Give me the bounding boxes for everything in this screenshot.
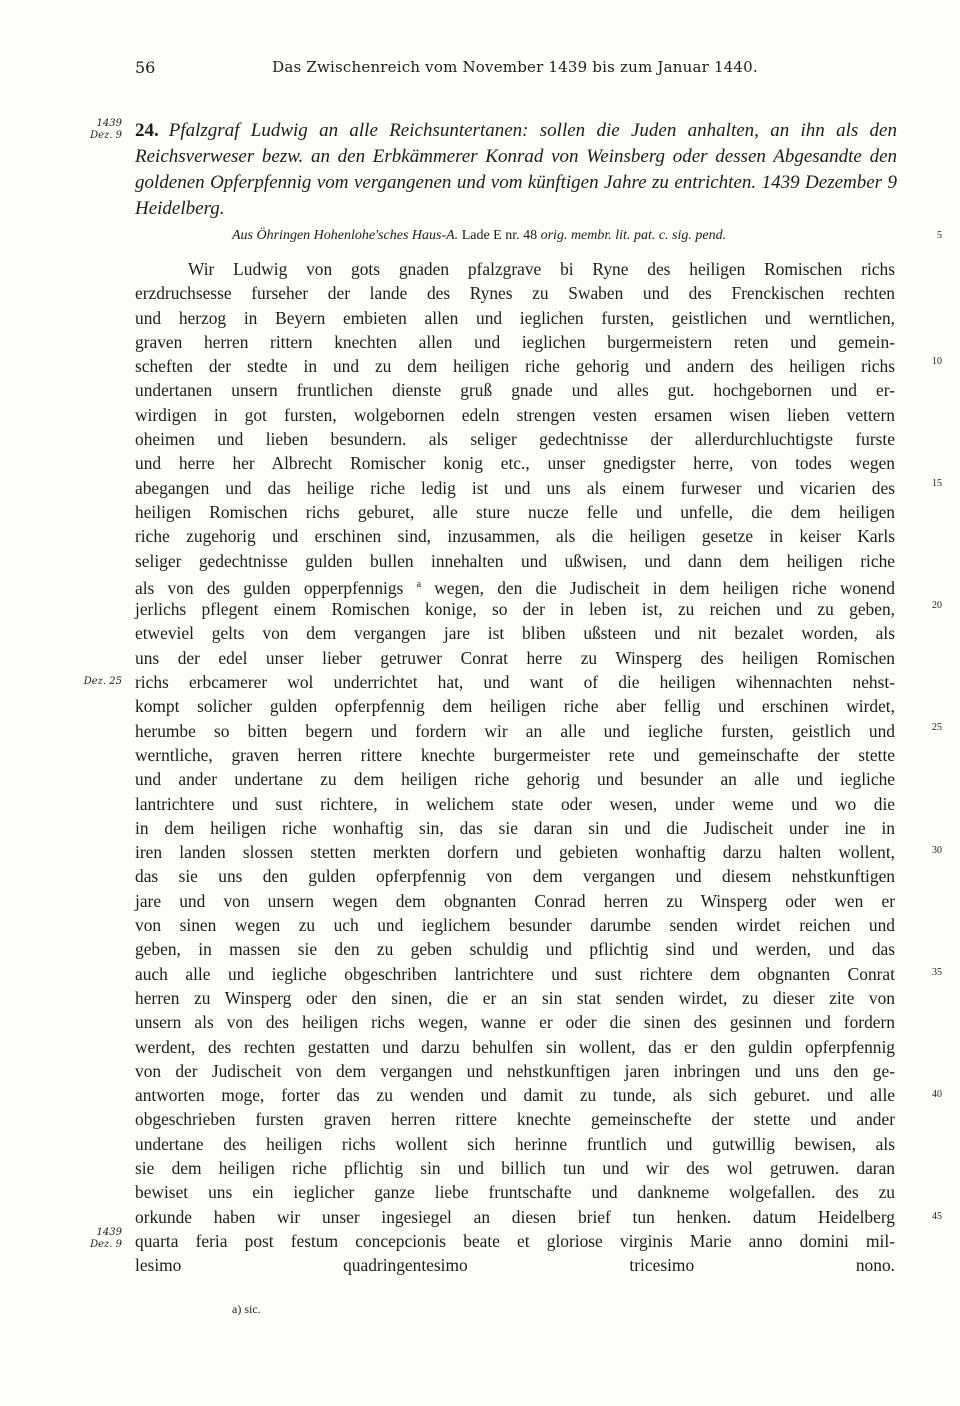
- text-line: Wir Ludwig von gots gnaden pfalzgrave bi Ryne des heiligen Romischen richs: [188, 259, 895, 279]
- text-line: abegangen und das heilige riche ledig ist und uns als einem furweser und vicarien des: [135, 477, 895, 498]
- text-line: riche zugehorig und erschinen sind, inzusammen, als die heiligen gesetze in keiser Karls: [135, 526, 895, 547]
- text-line: bewiset uns ein ieglicher ganze liebe fruntschafte und dankneme wolgefallen. des zu: [135, 1182, 895, 1203]
- margin-year: 1439: [96, 1227, 122, 1238]
- text-line: lesimo quadringentesimo tricesimo nono.: [135, 1255, 895, 1276]
- line-number: 20: [932, 600, 942, 611]
- text-line: etweviel gelts von dem vergangen jare ist bliben ußsteen und nit bezalet worden, als: [135, 623, 895, 644]
- line-number: 35: [932, 967, 942, 978]
- text-line: werdent, des rechten gestatten und darzu behulfen sin wollent, das er den guldin opferpfennig: [135, 1036, 895, 1057]
- text-line: seliger gedechtnisse gulden bullen innehalten und ußwisen, und dann dem heiligen riche: [135, 550, 895, 571]
- text-line: oheimen und lieben besundern. als seliger gedechtnisse der allerdurchluchtigste furste: [135, 429, 895, 450]
- text-line: lantrichtere und sust richtere, in welichem state oder wesen, under weme und wo die: [135, 793, 895, 814]
- source-line: [232, 228, 892, 244]
- text-line: heiligen Romischen richs geburet, alle sture nucze felle und unfelle, die dem heiligen: [135, 501, 895, 522]
- text-fragment: wegen, den die Judischeit in dem heiligen riche wonend: [421, 577, 896, 598]
- text-line: in dem heiligen riche wonhaftig sin, das sie daran sin und die Judischeit under ine in: [135, 817, 895, 838]
- text-line: obgeschrieben fursten graven herren rittere knechte gemeinschefte der stette und ander: [135, 1109, 895, 1130]
- text-line: graven herren rittern knechten allen und ieglichen burgermeistern reten und gemein-: [135, 331, 895, 352]
- document-title: Pfalzgraf Ludwig an alle Reichsuntertanen: sollen die Juden anhalten, an ihn als den Reichsverweser bezw. an den Erbkämmerer Konrad von Weinsberg oder dessen Abgesandte den goldenen Opferpfennig vom vergangenen und vom künftigen Jahre zu entrichten.: [135, 120, 897, 193]
- text-line-with-footnote: [135, 573, 895, 597]
- source-description: orig. membr. lit. pat. c. sig. pend.: [540, 228, 727, 243]
- text-line: quarta feria post festum concepcionis beate et gloriose virginis Marie anno domini mil-: [135, 1230, 895, 1251]
- document-date: 1439 Dezember 9 Heidelberg.: [135, 172, 898, 219]
- document-heading: [135, 118, 897, 222]
- text-line: jare und von unsern wegen dem obgnanten Conrad herren zu Winsperg oder wen er: [135, 890, 895, 911]
- page-header: [135, 58, 895, 82]
- text-line: und herre her Albrecht Romischer konig etc., unser gnedigster herre, von todes wegen: [135, 453, 895, 474]
- margin-date-top: [72, 118, 122, 142]
- document-body: [135, 257, 895, 1302]
- text-line: und herzog in Beyern embieten allen und ieglichen fursten, geistlichen und werntlichen,: [135, 307, 895, 328]
- margin-day: Dez. 9: [90, 1239, 122, 1250]
- page-number: 56: [135, 58, 156, 77]
- text-line: auch alle und iegliche obgeschriben lantrichtere und sust richtere dem obgnanten Conrat: [135, 963, 895, 984]
- text-line: erzdruchsesse furseher der lande des Rynes zu Swaben und des Frenckischen rechten: [135, 283, 895, 304]
- text-line: wirdigen in got fursten, wolgebornen edeln strengen vesten ersamen wisen lieben vettern: [135, 404, 895, 425]
- running-title: Das Zwischenreich vom November 1439 bis zum Januar 1440.: [272, 58, 758, 76]
- margin-year: 1439: [96, 118, 122, 129]
- footnote-marker: a: [416, 578, 422, 590]
- text-line: werntliche, graven herren rittere knechte burgermeister rete und gemeinschafte der stette: [135, 744, 895, 765]
- line-number: 45: [932, 1211, 942, 1222]
- margin-date-dez25: [72, 676, 122, 688]
- text-line: scheften der stedte in und zu dem heiligen riche gehorig und andern des heiligen richs: [135, 356, 895, 377]
- text-line: und ander undertane zu dem heiligen riche gehorig und besunder an alle und iegliche: [135, 769, 895, 790]
- text-line: herumbe so bitten begern und fordern wir an alle und iegliche fursten, geistlich und: [135, 720, 895, 741]
- line-number: 25: [932, 722, 942, 733]
- text-line: sie dem heiligen riche pflichtig sin und billich tun und wir des wol getruwen. daran: [135, 1157, 895, 1178]
- line-number: 40: [932, 1089, 942, 1100]
- text-line: von der Judischeit von dem vergangen und nehstkunftigen jaren inbringen und uns den ge-: [135, 1060, 895, 1081]
- text-line: das sie uns den gulden opferpfennig von dem vergangen und diesem nehstkunftigen: [135, 866, 895, 887]
- text-line: antworten moge, forter das zu wenden und damit zu tunde, als sich geburet. und alle: [135, 1085, 895, 1106]
- line-number: 5: [937, 230, 942, 241]
- text-line: iren landen slossen stetten merkten dorfern und gebieten wonhaftig darzu halten wollent,: [135, 842, 895, 863]
- line-number: 10: [932, 356, 942, 367]
- text-line: undertanen unsern fruntlichen dienste gruß gnade und alles gut. hochgebornen und er-: [135, 380, 895, 401]
- source-shelfmark: Lade E nr. 48: [458, 228, 541, 243]
- text-line: von sinen wegen zu uch und ieglichem besunder darumbe senden wirdet reichen und: [135, 915, 895, 936]
- margin-date-bottom: [72, 1227, 122, 1251]
- text-line: geben, in massen sie den zu geben schuldig und pflichtig sind und werden, und das: [135, 939, 895, 960]
- text-line: herren zu Winsperg oder den sinen, die er an sin stat senden wirdet, zu dieser zite von: [135, 987, 895, 1008]
- document-number: 24.: [135, 120, 159, 141]
- text-line: kompt solicher gulden opferpfennig dem heiligen riche aber fellig und erschinen wirdet,: [135, 696, 895, 717]
- line-number: 30: [932, 845, 942, 856]
- text-line: richs erbcamerer wol underrichtet hat, und want of die heiligen wihennachten nehst-: [135, 672, 895, 693]
- text-line: orkunde haben wir unser ingesiegel an diesen brief tun henken. datum Heidelberg: [135, 1206, 895, 1227]
- text-line: undertane des heiligen richs wollent sich herinne fruntlich und gutwillig bewisen, als: [135, 1133, 895, 1154]
- footnote: a) sic.: [232, 1302, 261, 1316]
- text-line: unsern als von des heiligen richs wegen, wanne er oder die sinen des gesinnen und fordern: [135, 1012, 895, 1033]
- margin-day: Dez. 25: [83, 676, 122, 687]
- margin-day: Dez. 9: [90, 130, 122, 141]
- text-line: jerlichs pflegent einem Romischen konige, so der in leben ist, zu reichen und zu geben,: [135, 599, 895, 620]
- text-line: [135, 1277, 895, 1301]
- source-archive: Aus Öhringen Hohenlohe'sches Haus-A.: [232, 228, 459, 243]
- text-line: uns der edel unser lieber getruwer Conrat herre zu Winsperg des heiligen Romischen: [135, 647, 895, 668]
- text-fragment: als von des gulden opperpfennigs: [135, 577, 404, 598]
- line-number: 15: [932, 478, 942, 489]
